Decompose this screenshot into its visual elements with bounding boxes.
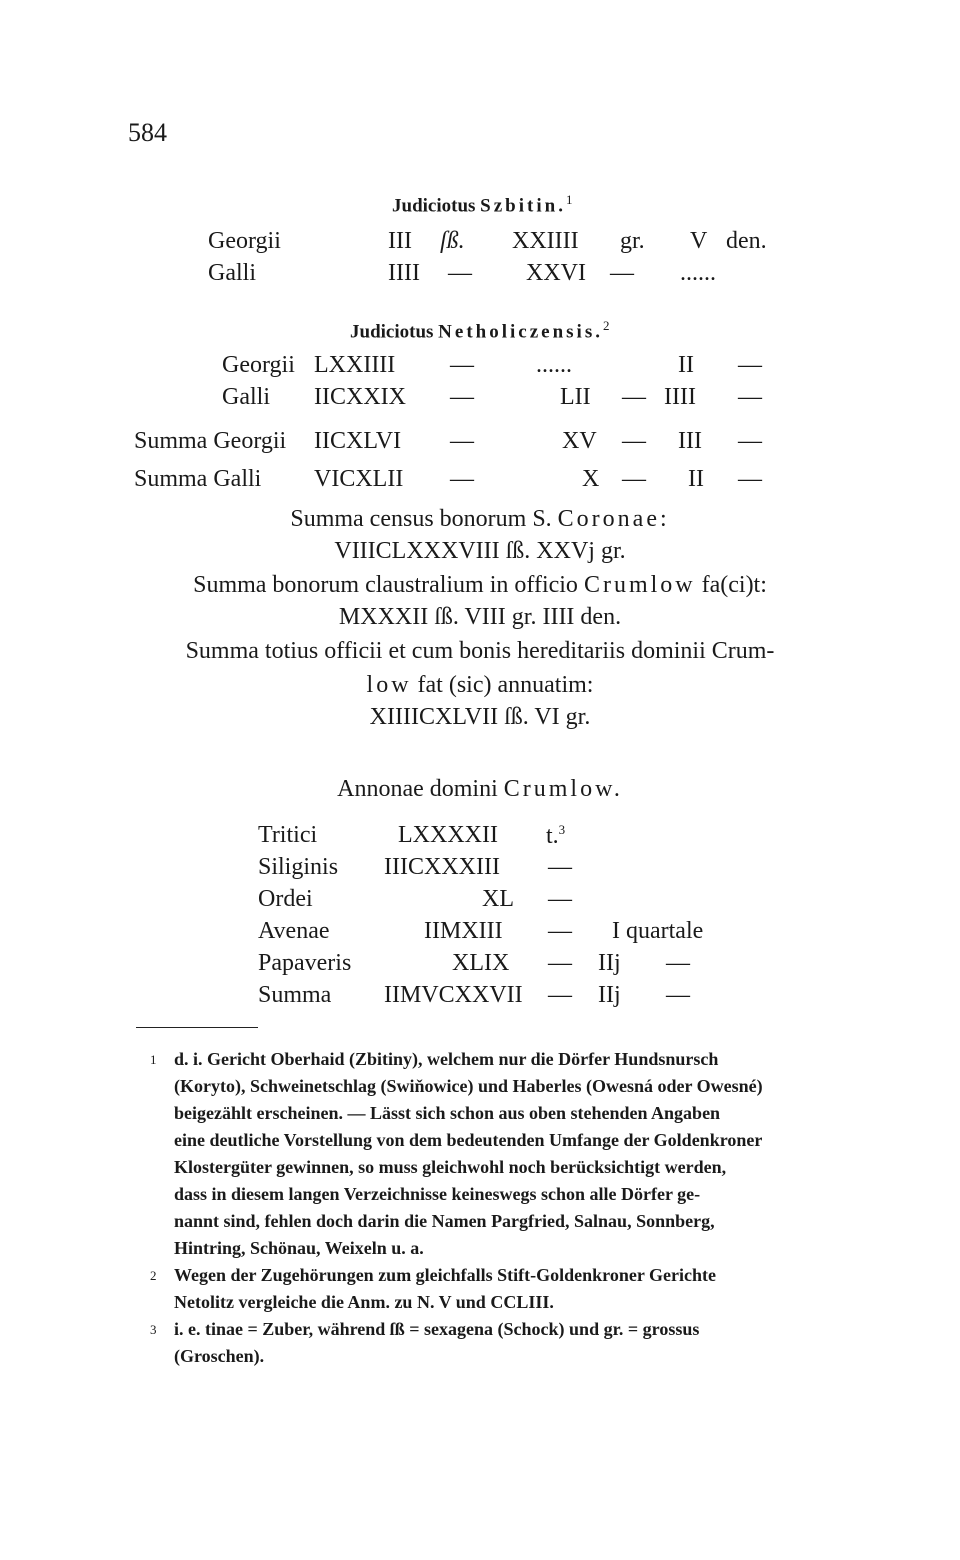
annona-value: XLIX [452,950,510,976]
annona-value: IIMVCXXVII [384,982,523,1008]
total-claustral-value: MXXXII ſß. VIII gr. IIII den. [338,604,622,630]
annona-label: Summa [258,982,332,1008]
row-label: Georgii [208,228,281,254]
row-unit-a: ſß. [440,228,465,254]
sum-row [0,428,960,460]
row-label: Summa Galli [134,466,262,492]
row-unit-b: — [622,428,646,454]
footnote-ref: 2 [602,318,610,333]
table-row [0,260,960,292]
row-unit-a: — [450,384,474,410]
annona-unit: — [548,854,572,880]
row-unit-a: — [450,352,474,378]
row-value-a: III [388,228,412,254]
footnote-3-number: 3 [150,1322,157,1337]
row-value-a: IICXXIX [314,384,406,410]
row-unit-b: — [622,466,646,492]
annona-label: Papaveris [258,950,352,976]
annona-extra-unit: — [666,982,690,1008]
annonae-title-place: Crumlow. [503,776,623,802]
total-claustral-place: Crumlow [583,572,696,598]
row-value-a: VICXLII [314,466,404,492]
annona-row [0,950,960,982]
annona-unit: — [548,982,572,1008]
row-value-a: LXXIIII [314,352,396,378]
footnote-line: (Koryto), Schweinetschlag (Swiňowice) und Haberles (Owesná oder Owesné) [174,1076,763,1096]
row-unit-a: — [448,260,472,286]
row-label: Galli [222,384,270,410]
section-title-netholiczensis [350,318,609,343]
footnote-divider [136,1027,258,1028]
section-title-word: Judiciotus [350,321,434,343]
annona-label: Avenae [258,918,330,944]
annona-extra: IIj [598,950,621,976]
total-officii-value: XIIIICXLVII ſß. VI gr. [369,704,591,730]
annona-value: LXXXXII [398,822,498,848]
total-claustral-end: fa(ci)t: [701,572,767,598]
row-label: Galli [208,260,256,286]
annona-extra-unit: — [666,950,690,976]
annona-unit-text: t. [546,823,559,849]
annona-extra: I quartale [612,918,704,944]
total-officii-line2 [0,672,960,699]
row-value-b: LII [560,384,591,410]
annona-value: IIMXIII [424,918,503,944]
row-unit-c: — [738,428,762,454]
annona-unit: — [548,886,572,912]
row-value-c: II [688,466,704,492]
row-value-a: IICXLVI [314,428,402,454]
annona-unit: — [548,918,572,944]
footnote-1-body [174,1073,763,1262]
footnote-line: nannt sind, fehlen doch darin die Namen Pargfried, Salnau, Sonnberg, [174,1211,715,1231]
section-title-word: Judiciotus [392,195,476,217]
row-unit-a: — [450,428,474,454]
footnote-2-number: 2 [150,1268,157,1283]
total-officii-place: low [366,672,412,698]
annona-unit [546,822,565,850]
row-unit-c: — [738,352,762,378]
annona-row [0,822,960,854]
footnote-line: Klostergüter gewinnen, so muss gleichwohl noch berücksichtigt werden, [174,1157,727,1177]
footnote-line: beigezählt erscheinen. — Lässt sich schon aus oben stehenden Angaben [174,1103,721,1123]
footnote-line: (Groschen). [174,1346,265,1366]
annona-value: IIICXXXIII [384,854,500,880]
annona-row [0,886,960,918]
row-label: Georgii [222,352,295,378]
row-unit-a: — [450,466,474,492]
row-value-c: IIII [664,384,696,410]
total-claustral-line [0,572,960,599]
row-value-a: IIII [388,260,420,286]
annonae-title-text: Annonae domini [337,776,498,802]
footnote-line: i. e. tinae = Zuber, während ſß = sexagena (Schock) und gr. = grossus [174,1319,700,1339]
row-value-c: ...... [680,260,716,286]
total-claustral-text: Summa bonorum claustralium in officio [193,572,578,598]
row-unit-c: — [738,384,762,410]
annona-label: Tritici [258,822,318,848]
footnote-1-mark [150,1046,157,1079]
row-value-b: XXIIII [512,228,579,254]
footnote-3 [174,1316,699,1370]
total-census-text: Summa census bonorum S. [290,506,552,532]
total-census-place: Coronae: [557,506,670,532]
row-value-c: III [678,428,702,454]
row-value-b: XV [562,428,597,454]
total-officii-text: fat (sic) annuatim: [417,672,594,698]
table-row [0,352,960,384]
annona-unit: — [548,950,572,976]
footnote-3-mark [150,1316,157,1349]
table-row [0,228,960,260]
annona-row [0,854,960,886]
row-value-c: V [690,228,708,254]
total-census-value: VIIICLXXXVIII ſß. XXVj gr. [334,538,626,564]
page-number: 584 [128,118,167,147]
annona-row [0,982,960,1014]
footnote-ref: 1 [565,192,573,207]
row-value-b: XXVI [526,260,586,286]
row-unit-c: den. [726,228,767,254]
footnote-line: Wegen der Zugehörungen zum gleichfalls Stift-Goldenkroner Gerichte [174,1265,716,1285]
section-title-place: Szbitin. [480,195,566,217]
footnote-line: eine deutliche Vorstellung von dem bedeutenden Umfange der Goldenkroner [174,1130,763,1150]
sum-row [0,466,960,498]
footnote-2 [174,1262,716,1316]
row-unit-b: gr. [620,228,645,254]
row-unit-c: — [738,466,762,492]
section-title-szbitin [392,192,572,217]
row-unit-b: — [622,384,646,410]
footnote-line: Hintring, Schönau, Weixeln u. a. [174,1238,424,1258]
row-value-b: X [582,466,600,492]
total-officii-line: Summa totius officii et cum bonis hereditariis dominii Crum- [185,638,775,664]
row-unit-b: — [610,260,634,286]
annona-row [0,918,960,950]
table-row [0,384,960,416]
footnote-line: d. i. Gericht Oberhaid (Zbitiny), welchem nur die Dörfer Hundsnursch [174,1049,719,1069]
annona-label: Siliginis [258,854,339,880]
annona-value: XL [482,886,514,912]
annona-extra: IIj [598,982,621,1008]
footnote-line: Netolitz vergleiche die Anm. zu N. V und CCLIII. [174,1292,554,1312]
annonae-title [0,776,960,803]
row-value-c: II [678,352,694,378]
section-title-place: Netholiczensis. [438,321,603,343]
footnote-2-mark [150,1262,157,1295]
total-census-line [0,506,960,533]
footnote-1-number: 1 [150,1052,157,1067]
annona-label: Ordei [258,886,313,912]
footnote-line: dass in diesem langen Verzeichnisse keineswegs schon alle Dörfer ge- [174,1184,701,1204]
footnote-1 [174,1046,718,1073]
row-label: Summa Georgii [134,428,287,454]
footnote-ref: 3 [558,822,566,837]
row-value-b: ...... [536,352,572,378]
